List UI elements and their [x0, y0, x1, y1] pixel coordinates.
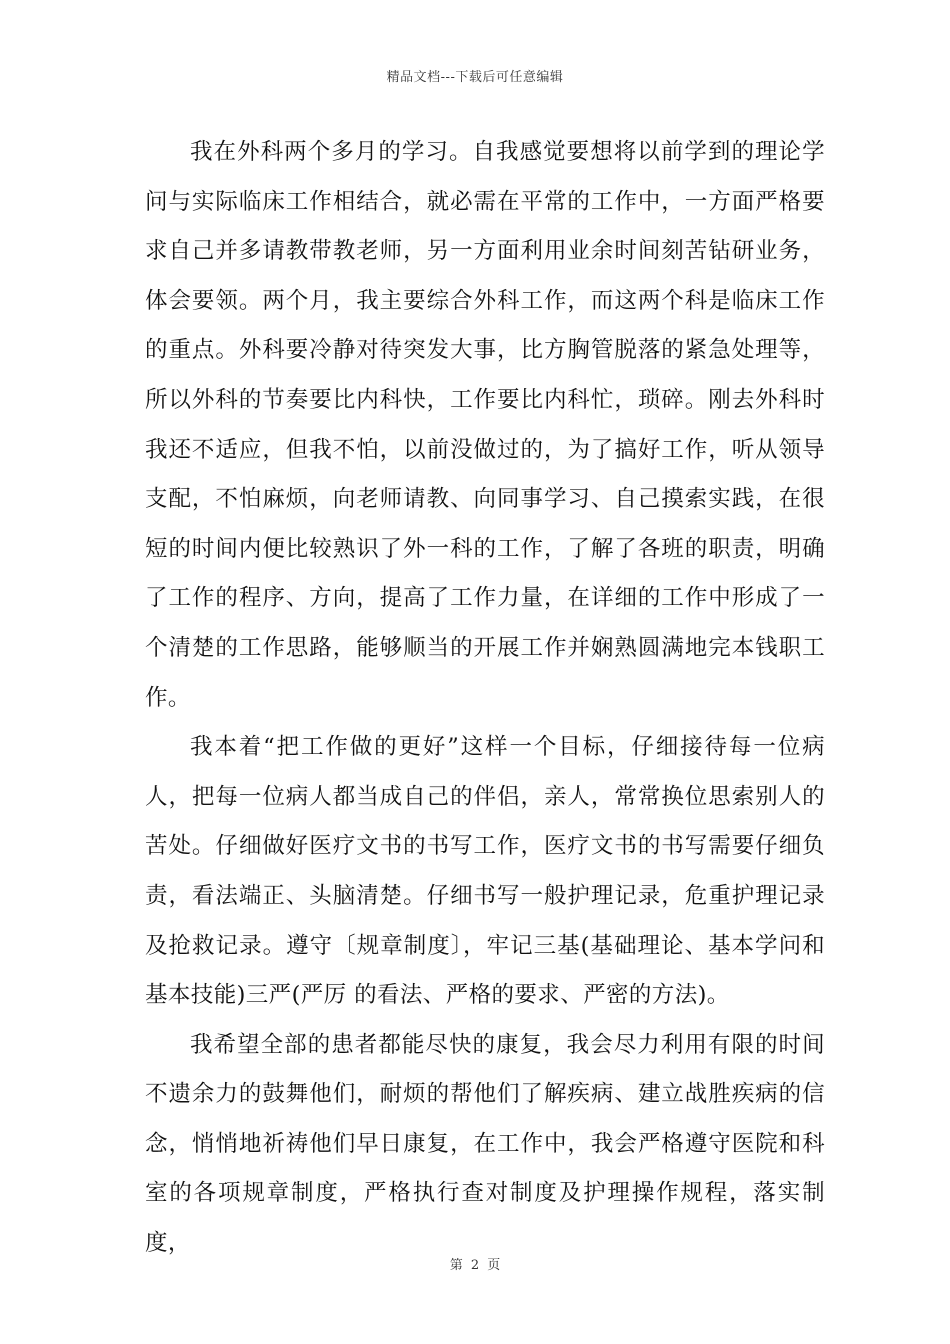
page-header: 精品文档---下载后可任意编辑 — [386, 70, 564, 85]
paragraph-2: 我本着“把工作做的更好”这样一个目标，仔细接待每一位病人，把每一位病人都当成自己的伴侣，亲人，常常换位思索别人的苦处。仔细做好医疗文书的书写工作，医疗文书的书写需要仔细负责，看法端正、头脑清楚。仔细书写一般护理记录，危重护理记录及抢救记录。遵守〔规章制度〕，牢记三基(基础理论、基本学问和基本技能)三严(严厉 的看法、严格的要求、严密的方法)。 — [145, 734, 825, 1009]
document-body — [145, 128, 825, 1269]
page-number: 第 2 页 — [449, 1258, 501, 1273]
paragraph-3: 我希望全部的患者都能尽快的康复，我会尽力利用有限的时间不遗余力的鼓舞他们，耐烦的帮他们了解疾病、建立战胜疾病的信念，悄悄地祈祷他们早日康复，在工作中，我会严格遵守医院和科室的各项规章制度，严格执行查对制度及护理操作规程，落实制度， — [145, 1031, 825, 1257]
paragraph-1: 我在外科两个多月的学习。自我感觉要想将以前学到的理论学问与实际临床工作相结合，就必需在平常的工作中，一方面严格要求自己并多请教带教老师，另一方面利用业余时间刻苦钻研业务，体会要领。两个月，我主要综合外科工作，而这两个科是临床工作的重点。外科要冷静对待突发大事，比方胸管脱落的紧急处理等，所以外科的节奏要比内科快，工作要比内科忙，琐碎。刚去外科时我还不适应，但我不怕，以前没做过的，为了搞好工作，听从领导支配，不怕麻烦，向老师请教、向同事学习、自己摸索实践，在很短的时间内便比较熟识了外一科的工作，了解了各班的职责，明确了工作的程序、方向，提高了工作力量，在详细的工作中形成了一个清楚的工作思路，能够顺当的开展工作并娴熟圆满地完本钱职工作。 — [145, 139, 825, 711]
